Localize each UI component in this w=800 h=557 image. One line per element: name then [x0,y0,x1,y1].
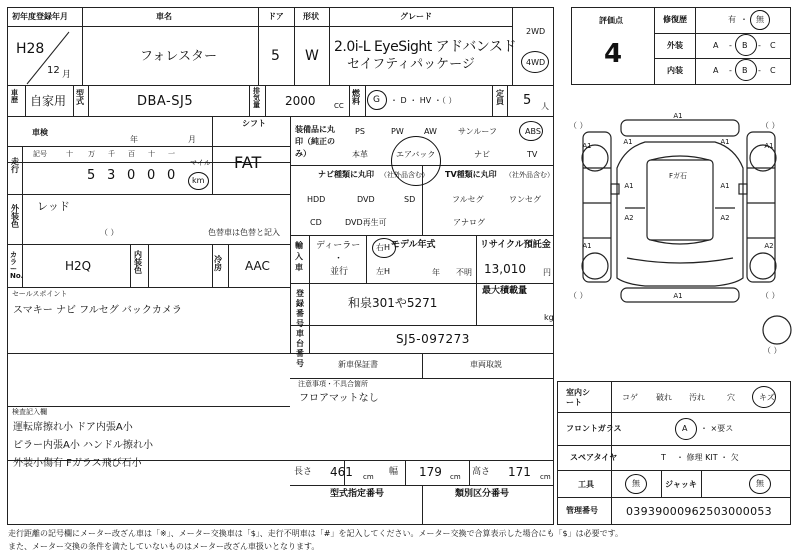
km-label: km [192,176,205,185]
mileage-digit-4: 0 [127,168,136,183]
shaken-month-unit: 月 [188,135,196,144]
inspector-label: 検査記入欄 [12,408,47,416]
repair-sep: ・ [740,15,748,24]
mileage-digit-3: 3 [107,168,116,183]
shaken-label: 車検 [32,128,48,137]
chassis-number: SJ5-097273 [396,332,470,346]
sheet-item-4: 穴 [727,393,735,402]
import-dot: ・ [334,254,344,264]
damage-mark: Fガ石 [668,172,688,180]
navi-item-b-2: DVD再生可 [345,218,387,227]
repair-yes: 有 [728,15,736,24]
damage-mark: A2 [624,214,634,222]
damage-mark: A1 [673,112,683,120]
navi-item-3: SD [404,195,416,204]
paren-front-left: （ ） [569,121,588,130]
damage-mark: A1 [764,142,774,150]
abs-circle [519,121,543,141]
capacity-label: 定員 [496,89,504,106]
tv-item-2: ワンセグ [509,195,541,204]
jack-label: ジャッキ [665,480,697,489]
displacement-label: 排気量 [253,87,260,109]
ext-c: C [770,41,776,50]
type-cert-label: 型式指定番号 [330,489,385,499]
handle-right: 右H [376,243,391,252]
damage-mark: A2 [764,242,774,250]
scratch-circle [752,386,776,408]
length-label: 長さ [294,467,313,477]
mileage-label: 走行 [11,157,19,174]
door-count: 5 [271,48,280,64]
repair-label: 修復歴 [663,15,687,24]
door-label: ドア [268,12,284,21]
tv-type-label: TV種類に丸印 [445,170,497,179]
fuel-label: 燃料 [352,89,360,106]
management-label: 管理番号 [566,506,598,515]
first-reg-month-unit: 月 [62,70,72,80]
car-damage-diagram [565,108,793,370]
height-unit: cm [540,473,551,481]
damage-mark: A1 [624,182,634,190]
chassis-label: 車台番号 [296,329,304,368]
mileage-mark-1: 記号 [33,150,47,158]
model-year-unknown: 不明 [456,268,472,277]
tools-label: 工具 [578,480,594,489]
inspector-line-3: 外装小傷有 Fガラス飛び石小 [13,458,142,469]
tv-item-1: フルセグ [452,195,484,204]
recycle-label: リサイクル預託金 [480,240,551,250]
sales-points: スマキー ナビ フルセグ バックカメラ [13,305,182,316]
repair-no: 無 [756,15,764,24]
length-value: 461 [330,465,353,479]
body-shape: W [305,48,319,64]
import-label: 輸入車 [295,241,303,272]
fuel-options: ・ D ・ HV ・（ ） [390,96,457,105]
fuel-gasoline: G [373,95,380,105]
tv-item-b-1: アナログ [453,218,485,227]
drive-4wd: 4WD [526,58,546,67]
damage-mark: A1 [720,182,730,190]
grade-line-2: セイフティパッケージ [347,57,475,72]
int-b: B [742,66,748,75]
equipment-item-3: AW [424,127,437,136]
sheet-item-1: コゲ [622,393,638,402]
windshield-rest: ・ ×要ス [700,424,734,433]
displacement: 2000 [285,94,316,108]
navi-type-label: ナビ種類に丸印 [318,170,374,179]
color-note: 色替車は色替と記入 [208,228,280,237]
damage-mark: A1 [582,142,592,150]
interior-label: 内装 [667,66,683,75]
color-paren: （ ） [100,228,119,237]
windshield-a: A [682,424,688,433]
model-year-unit: 年 [432,268,440,277]
width-label: 幅 [389,467,399,477]
mileage-mark-3: 万 [88,150,95,158]
drive-2wd: 2WD [526,27,546,36]
shift-label: シフト [242,119,266,128]
management-number: 03939000962503000053 [626,505,772,518]
type-label: 型式 [76,89,84,106]
navi-item-1: HDD [307,195,326,204]
spare-rest: ・ 修理 KIT ・ 欠 [676,453,739,462]
interior-sheet-label: 室内シート [566,388,590,407]
shape-label: 形状 [303,12,319,21]
usage-label: 車歴 [11,89,18,104]
color-value: レッド [37,200,70,213]
handle-left: 左H [376,267,391,276]
max-load-label: 最大積載量 [482,286,528,296]
inspector-line-2: ピラー内張A小 ハンドル擦れ小 [13,440,154,451]
height-label: 高さ [472,467,491,477]
grade-line-1: 2.0i-L EyeSight アドバンスド [334,39,516,55]
mileage-digit-6: 0 [167,168,176,183]
class-label: 類別区分番号 [455,489,510,499]
notes-text: フロアマットなし [299,393,379,404]
max-load-unit: kg [544,313,554,322]
equipment-item-1: PS [355,127,365,136]
equipment-item-b-2: エアバック [396,150,436,159]
car-name-label: 車名 [156,12,172,21]
registration-label: 登録番号 [296,289,304,328]
width-value: 179 [419,465,442,479]
color-no-label: カラーNo. [10,251,24,280]
shaken-year-unit: 年 [130,135,138,144]
equipment-item-4: サンルーフ [458,127,497,136]
spare-t: T [661,453,666,462]
first-reg-era: H28 [16,41,45,57]
mileage-digit-5: 0 [147,168,156,183]
damage-mark: A1 [673,292,683,300]
capacity: 5 [523,93,532,108]
ext-dash2: - [758,41,761,50]
score-value: 4 [604,39,623,69]
height-value: 171 [508,465,531,479]
registration-number: 和泉301や5271 [348,296,438,310]
equipment-item-b-3: ナビ [474,150,490,159]
notes-label: 注意事項・不具合箇所 [298,380,368,388]
warranty-new-car: 新車保証書 [338,360,378,369]
paren-spare: （ ） [763,346,782,355]
int-a: A [713,66,719,75]
exterior-label: 外装 [667,41,683,50]
equipment-item-2: PW [391,127,404,136]
navi-item-b-1: CD [310,218,322,227]
model-code: DBA-SJ5 [137,94,194,109]
equipment-item-b-4: TV [527,150,538,159]
first-reg-label: 初年度登録年月 [12,12,68,21]
interior-color-label: 内装色 [134,250,142,275]
color-no: H2Q [65,259,92,273]
width-unit: cm [450,473,461,481]
inspector-line-1: 運転席擦れ小 ドア内張A小 [13,422,133,433]
navi-item-2: DVD [357,195,375,204]
model-year-label: モデル年式 [391,240,436,250]
navi-type-note: （社外品含む） [380,171,429,179]
cooler-value: AAC [245,259,270,273]
sheet-item-5: キズ [759,393,775,402]
grade-label: グレード [400,12,432,21]
recycle-value: 13,010 [484,262,526,276]
car-name: フォレスター [140,49,217,64]
damage-mark: A1 [720,138,730,146]
displacement-unit: CC [334,102,344,110]
capacity-unit: 人 [541,102,549,111]
sheet-item-3: 汚れ [689,393,705,402]
damage-mark: A1 [582,242,592,250]
import-dealer: ディーラー [316,241,361,251]
ext-b: B [742,41,748,50]
damage-mark: A1 [623,138,633,146]
mileage-mark-7: 一 [168,150,175,158]
sales-points-label: セールスポイント [12,290,68,298]
ext-dash1: - [729,41,732,50]
ext-a: A [713,41,719,50]
paren-rear-left: （ ） [569,291,588,300]
shift-value: FAT [234,153,262,172]
mileage-digit-2: 5 [87,168,96,183]
paren-rear-right: （ ） [761,291,780,300]
tv-type-note: （社外品含む） [505,171,554,179]
length-unit: cm [363,473,374,481]
footer-line-2: また、メーター交換の条件を満たしていないものはメーター改ざん車扱いとなります。 [8,542,320,551]
windshield-label: フロントガラス [566,424,622,433]
mile-label: マイル [190,159,211,167]
usage-value: 自家用 [30,94,67,108]
equipment-item-b-1: 本革 [352,150,368,159]
mileage-mark-4: 千 [108,150,115,158]
tools-value: 無 [632,479,640,488]
damage-mark: A2 [720,214,730,222]
recycle-unit: 円 [543,268,551,277]
color-label: 外装色 [11,204,19,229]
mileage-mark-5: 百 [128,150,135,158]
int-dash1: - [729,66,732,75]
sheet-item-2: 破れ [656,393,672,402]
jack-value: 無 [756,479,764,488]
score-label: 評価点 [599,16,623,25]
equipment-item-5: ABS [525,127,541,136]
int-dash2: - [758,66,761,75]
import-parallel: 並行 [330,267,349,277]
first-reg-month: 12 [47,65,60,76]
warranty-manual: 車両取説 [470,360,502,369]
spare-label: スペアタイヤ [570,453,618,462]
paren-front-right: （ ） [761,121,780,130]
mileage-mark-6: 十 [148,150,155,158]
cooler-label: 冷房 [214,255,222,272]
mileage-mark-2: 十 [66,150,73,158]
equipment-label: 装備品に丸印（純正のみ） [295,125,335,158]
int-c: C [770,66,776,75]
footer-line-1: 走行距離の記号欄にメーター改ざん車は「※」、メーター交換車は「$」、走行不明車は「#」を記入してください。メーター交換で合算表示した場合にも「$」は必要です。 [8,529,623,538]
